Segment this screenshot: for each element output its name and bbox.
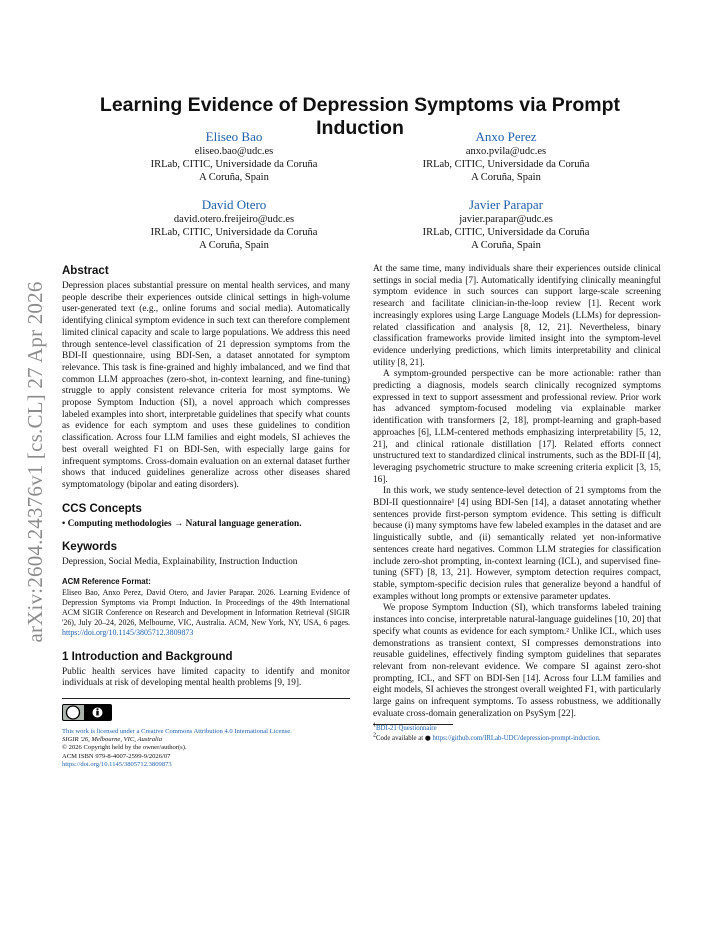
keywords-heading: Keywords [62, 541, 117, 554]
author-name[interactable]: Javier Parapar [469, 197, 543, 212]
keywords-text: Depression, Social Media, Explainability, Instruction Induction [62, 557, 298, 568]
footnote-1-link[interactable]: BDI-21 Questionnaire [376, 725, 437, 733]
author-block-1 [84, 128, 384, 184]
author-email: david.otero.freijeiro@udc.es [173, 214, 295, 225]
author-email: anxo.pvila@udc.es [465, 146, 547, 157]
license-doi-link[interactable]: https://doi.org/10.1145/3805712.3809873 [62, 761, 172, 769]
license-copyright: © 2026 Copyright held by the owner/author(s). [62, 744, 187, 752]
author-name[interactable]: Eliseo Bao [205, 129, 263, 144]
body-paragraph: At the same time, many individuals share their experiences outside clinical settings in social media [7]. Automatically identifying clinically meaningful symptom evidence in such sources can support large-scale screening research and facilitate clinician-in-the-loop review [1]. Recent work increasingly explores using Large Language Models (LLMs) for depression-related classification and analysis [8, 12, 21]. Nevertheless, binary classification frameworks provide limited insight into the symptom-level evidence underlying predictions, which limits interpretability and clinical utility [8, 21]. [373, 264, 661, 368]
author-block-4 [356, 196, 656, 252]
body-paragraph: In this work, we study sentence-level detection of 21 symptoms from the BDI-II questionnaire¹ [4] using BDI-Sen [14], a dataset annotating whether sentences provide first-person symptom evidence. This setting is difficult because (i) many symptoms have few labeled examples in the dataset and are linguistically subtle, and (ii) semantically related yet non-informative sentences create hard negatives. Common LLM strategies for classification include zero-shot prompting, in-context learning (ICL), and supervised fine-tuning (SFT) [8, 13, 21]. However, symptom detection requires compact, stable, symptom-specific decision rules that generalize beyond a handful of examples without long prompts or extensive parameter updates. [373, 486, 661, 602]
acm-ref-heading: ACM Reference Format: [62, 577, 151, 587]
abstract-text: Depression places substantial pressure on mental health services, and many people describe their experiences outside clinical settings in high-volume user-generated text (e.g., online forums and social media). Automatically identifying clinical symptom evidence in such text can therefore complement limited clinical capacity and scale to large populations. We address this need through sentence-level classification of 21 depression symptoms from the BDI-II questionnaire, using BDI-Sen, a dataset annotated for symptom relevance. This task is fine-grained and highly imbalanced, and we find that common LLM approaches (zero-shot, in-context learning, and fine-tuning) struggle to apply consistent relevance criteria for most symptoms. We propose Symptom Induction (SI), a novel approach which compresses labeled examples into short, interpretable guidelines that specify what counts as evidence for each symptom and uses these guidelines to condition classification. Across four LLM families and eight models, SI achieves the best overall weighted F1 on BDI-Sen, with especially large gains for infrequent symptoms. Cross-domain evaluation on an external dataset further shows that induced guidelines generalize across other diseases shared symptomatology (bipolar and eating disorders). [62, 281, 350, 490]
intro-heading: 1 Introduction and Background [62, 650, 233, 663]
footnote-mark: 1 [373, 723, 376, 730]
author-location: A Coruña, Spain [471, 172, 541, 183]
author-affiliation: IRLab, CITIC, Universidade da Coruña [422, 227, 590, 238]
footnote-2-text: Code available at [376, 735, 424, 743]
arxiv-stamp: arXiv:2604.24376v1 [cs.CL] 27 Apr 2026 [23, 281, 47, 643]
license-isbn: ACM ISBN 979-8-4007-2599-9/2026/07 [62, 752, 171, 760]
acm-ref-block [62, 588, 350, 638]
right-column [373, 264, 661, 744]
intro-text: Public health services have limited capacity to identify and monitor individuals at risk of developing mental health problems [9, 19]. [62, 666, 350, 689]
body-paragraph: We propose Symptom Induction (SI), which transforms labeled training instances into concise, interpretable natural-language guidelines [10, 20] that specify what counts as evidence for each symptom.² Unlike ICL, which uses demonstrations as transient context, SI compresses demonstrations into reusable guidelines, effectively finding symptom guidelines that separates relevant from non-relevant evidence. We compare SI against zero-shot prompting, ICL, and SFT on BDI-Sen [14]. Across four LLM families and eight models, SI achieves the strongest overall weighted F1, with particularly large gains on infrequent symptoms. To assess robustness, we additionally evaluate cross-domain generalization on PsySym [22]. [373, 603, 661, 719]
author-location: A Coruña, Spain [199, 240, 269, 251]
author-affiliation: IRLab, CITIC, Universidade da Coruña [422, 159, 590, 170]
footnote-1 [373, 725, 661, 734]
author-location: A Coruña, Spain [199, 172, 269, 183]
footnote-2 [373, 734, 661, 744]
github-icon: ● [424, 734, 431, 743]
cc-by-icon [62, 704, 112, 721]
paper-title: Learning Evidence of Depression Symptoms via Prompt Induction [99, 94, 621, 139]
author-affiliation: IRLab, CITIC, Universidade da Coruña [150, 159, 318, 170]
ccs-heading: CCS Concepts [62, 502, 142, 515]
acm-ref-text: Eliseo Bao, Anxo Perez, David Otero, and Javier Parapar. 2026. Learning Evidence of Depression Symptoms via Prompt Induction. In Proceedings of the 49th International ACM SIGIR Conference on Research and Development in Information Retrieval (SIGIR '26), July 20–24, 2026, Melbourne, VIC, Australia. ACM, New York, NY, USA, 6 pages. [62, 587, 350, 627]
license-link[interactable]: This work is licensed under a Creative Commons Attribution 4.0 International License. [62, 727, 292, 735]
license-block [62, 698, 350, 769]
footnote-2-link[interactable]: https://github.com/IRLab-UDC/depression-prompt-induction. [432, 735, 601, 743]
license-venue: SIGIR '26, Melbourne, VIC, Australia [62, 735, 163, 743]
author-block-3 [84, 196, 384, 252]
author-block-2 [356, 128, 656, 184]
cc-by-badge[interactable] [62, 704, 112, 724]
author-email: javier.parapar@udc.es [459, 214, 553, 225]
body-paragraph: A symptom-grounded perspective can be more actionable: rather than predicting a diagnosis, models search clinically recognized symptoms expressed in text to support assessment and professional review. Prior work has advanced symptom-focused modeling via explainable marker identification with transformers [2, 18], prompt-learning and graph-based approaches [6], LLM-centered methods emphasizing interpretability [5, 12, 21], and clinical rationale distillation [17]. Related efforts connect unstructured text to standardized clinical instruments, such as the BDI-II [4], leveraging psychometric structure to make screening criteria explicit [3, 15, 16]. [373, 369, 661, 485]
author-name[interactable]: David Otero [201, 197, 267, 212]
author-affiliation: IRLab, CITIC, Universidade da Coruña [150, 227, 318, 238]
footnote-mark: 2 [373, 732, 376, 739]
acm-ref-doi-link[interactable]: https://doi.org/10.1145/3805712.3809873 [62, 627, 194, 637]
author-email: eliseo.bao@udc.es [194, 146, 274, 157]
left-column [62, 264, 350, 770]
author-location: A Coruña, Spain [471, 240, 541, 251]
abstract-heading: Abstract [62, 265, 109, 277]
author-name[interactable]: Anxo Perez [475, 129, 537, 144]
ccs-text: • Computing methodologies → Natural language generation. [62, 518, 302, 529]
